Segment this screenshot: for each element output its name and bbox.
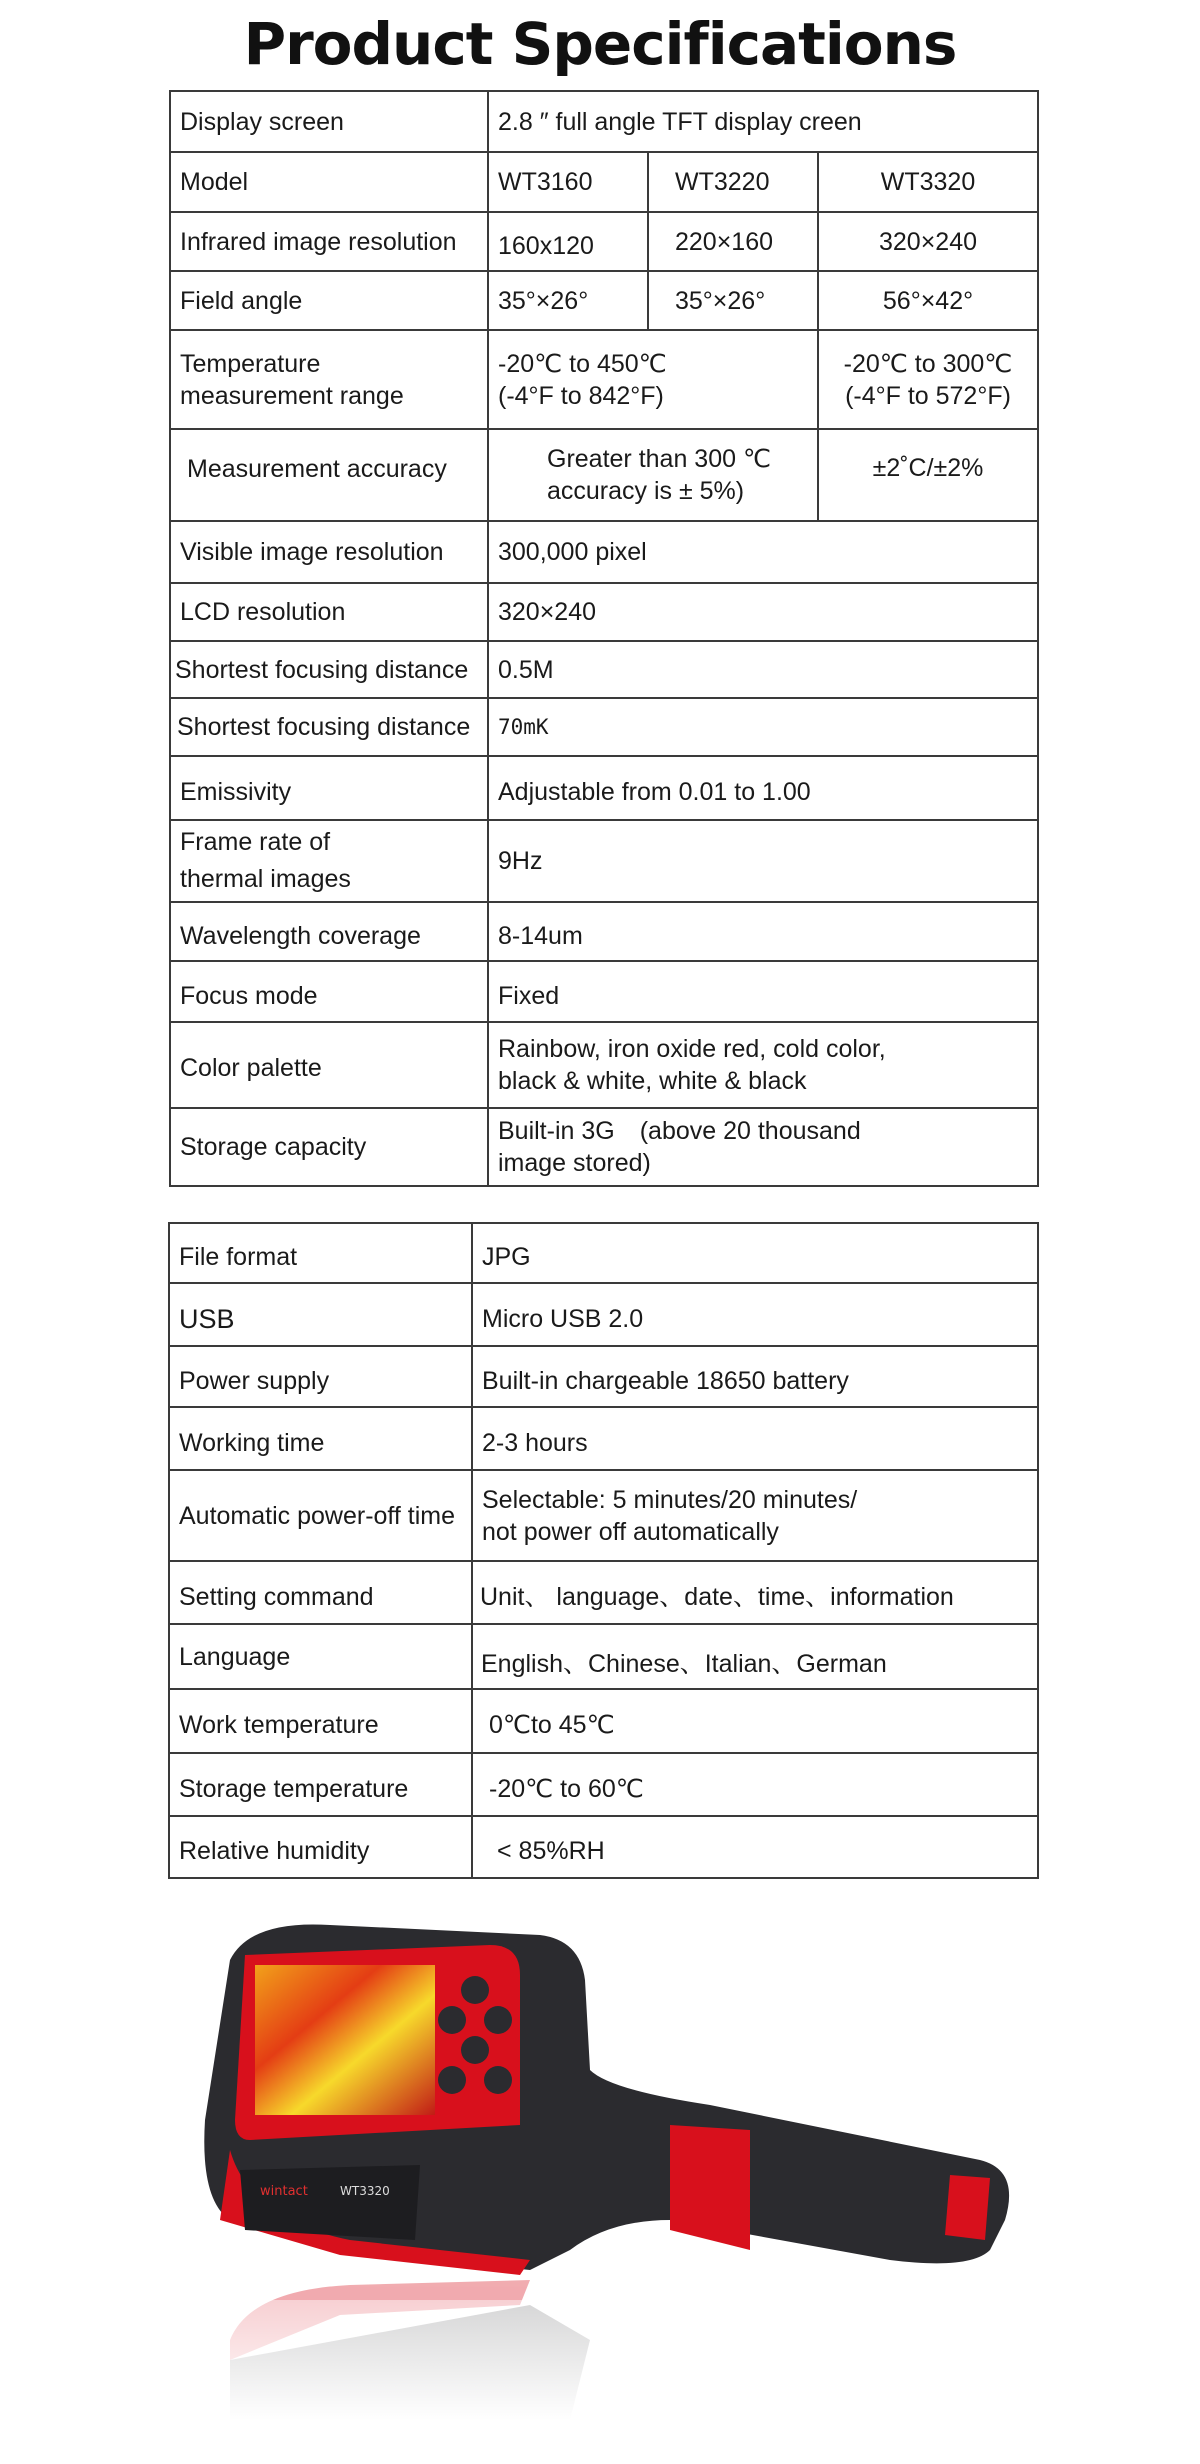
spec-value (488, 330, 818, 429)
spec-label: Focus mode (170, 961, 488, 1022)
spec-label: Model (170, 152, 488, 212)
spec-value: 56°×42° (818, 271, 1038, 330)
spec-value: English、Chinese、Italian、German (472, 1624, 1038, 1689)
model-label: WT3320 (340, 2184, 390, 2198)
spec-label: Shortest focusing distance (170, 641, 488, 698)
table-row (170, 429, 1038, 521)
spec-value (488, 429, 818, 521)
table-row (169, 1407, 1038, 1470)
model-label-plate (240, 2165, 420, 2240)
spec-value: 0℃to 45℃ (472, 1689, 1038, 1753)
spec-label: Shortest focusing distance (170, 698, 488, 756)
spec-label-line: measurement range (180, 381, 404, 410)
spec-value-line: black & white, white & black (498, 1067, 807, 1095)
spec-label (170, 330, 488, 429)
spec-value: Fixed (488, 961, 1038, 1022)
table-row (170, 961, 1038, 1022)
table-row (169, 1816, 1038, 1878)
spec-value: 35°×26° (488, 271, 648, 330)
spec-label: Relative humidity (169, 1816, 472, 1878)
table-row (169, 1283, 1038, 1346)
spec-label: Visible image resolution (170, 521, 488, 583)
spec-value (472, 1470, 1038, 1561)
spec-label-line: thermal images (180, 865, 351, 893)
spec-value: Adjustable from 0.01 to 1.00 (488, 756, 1038, 820)
spec-label: LCD resolution (170, 583, 488, 641)
spec-label: Wavelength coverage (170, 902, 488, 961)
spec-value: < 85%RH (472, 1816, 1038, 1878)
spec-label: Field angle (170, 271, 488, 330)
spec-value: 9Hz (488, 820, 1038, 902)
spec-label: Setting command (169, 1561, 472, 1624)
spec-value (488, 1022, 1038, 1108)
page-title: Product Specifications (243, 10, 957, 78)
spec-value-line: -20℃ to 300℃ (843, 349, 1013, 378)
table-row (170, 212, 1038, 271)
table-row (170, 583, 1038, 641)
table-row (169, 1561, 1038, 1624)
spec-value-line: (-4°F to 842°F) (498, 381, 664, 410)
spec-value: ±2˚C/±2% (818, 429, 1038, 521)
spec-value: JPG (472, 1223, 1038, 1283)
spec-value: -20℃ to 60℃ (472, 1753, 1038, 1816)
spec-label: Automatic power-off time (169, 1470, 472, 1561)
spec-value: 8-14um (488, 902, 1038, 961)
spec-value-line: (-4°F to 572°F) (845, 381, 1011, 410)
table-row (169, 1470, 1038, 1561)
table-row (170, 271, 1038, 330)
table-row (170, 152, 1038, 212)
table-row (170, 756, 1038, 820)
spec-label: Infrared image resolution (170, 212, 488, 271)
spec-label: Language (169, 1624, 472, 1689)
spec-value: 70mK (488, 698, 1038, 756)
spec-value: WT3220 (648, 152, 818, 212)
table-row (170, 641, 1038, 698)
spec-value: 320×240 (818, 212, 1038, 271)
spec-value-line: Rainbow, iron oxide red, cold color, (498, 1035, 886, 1063)
table-row (170, 698, 1038, 756)
spec-value: 2.8 ″ full angle TFT display creen (488, 91, 1038, 152)
spec-table-primary (169, 90, 1039, 1187)
spec-label-line: Temperature (180, 349, 321, 378)
spec-label: Color palette (170, 1022, 488, 1108)
spec-value-line: Selectable: 5 minutes/20 minutes/ (482, 1485, 858, 1514)
table-row (169, 1689, 1038, 1753)
spec-table-secondary (168, 1222, 1039, 1879)
spec-label: Emissivity (170, 756, 488, 820)
spec-value-line: accuracy is ± 5%) (547, 477, 745, 505)
spec-value-line: image stored) (498, 1149, 651, 1177)
spec-value-line: not power off automatically (482, 1517, 779, 1546)
spec-value: 320×240 (488, 583, 1038, 641)
thermal-display (255, 1965, 435, 2115)
spec-label: Display screen (170, 91, 488, 152)
spec-value: Unit、 language、date、time、information (472, 1561, 1038, 1624)
thermal-camera-product-image (190, 1920, 1030, 2420)
spec-label: USB (169, 1283, 472, 1346)
spec-label: Storage capacity (170, 1108, 488, 1186)
table-row (170, 521, 1038, 583)
spec-label: Storage temperature (169, 1753, 472, 1816)
spec-value: 0.5M (488, 641, 1038, 698)
spec-value-line: Greater than 300 ℃ (547, 445, 772, 473)
spec-value-line: -20℃ to 450℃ (498, 349, 667, 378)
spec-value: 220×160 (648, 212, 818, 271)
spec-value: 300,000 pixel (488, 521, 1038, 583)
spec-value: Built-in chargeable 18650 battery (472, 1346, 1038, 1407)
spec-label: Work temperature (169, 1689, 472, 1753)
spec-value: 35°×26° (648, 271, 818, 330)
spec-value-line: Built-in 3G (above 20 thousand (498, 1117, 861, 1145)
brand-logo: wintact (260, 2184, 308, 2199)
table-row (170, 91, 1038, 152)
table-row (169, 1753, 1038, 1816)
spec-value (488, 1108, 1038, 1186)
spec-value (818, 330, 1038, 429)
spec-value: WT3160 (488, 152, 648, 212)
table-row (170, 1022, 1038, 1108)
spec-value: Micro USB 2.0 (472, 1283, 1038, 1346)
spec-label: Power supply (169, 1346, 472, 1407)
spec-value: 2-3 hours (472, 1407, 1038, 1470)
table-row (170, 902, 1038, 961)
table-row (170, 330, 1038, 429)
spec-label-line: Frame rate of (180, 828, 331, 856)
spec-value: WT3320 (818, 152, 1038, 212)
table-row (170, 820, 1038, 902)
table-row (169, 1346, 1038, 1407)
spec-value: 160x120 (488, 212, 648, 271)
spec-label: Measurement accuracy (170, 429, 488, 521)
spec-label: Working time (169, 1407, 472, 1470)
table-row (169, 1223, 1038, 1283)
table-row (169, 1624, 1038, 1689)
spec-label: File format (169, 1223, 472, 1283)
spec-label (170, 820, 488, 902)
table-row (170, 1108, 1038, 1186)
